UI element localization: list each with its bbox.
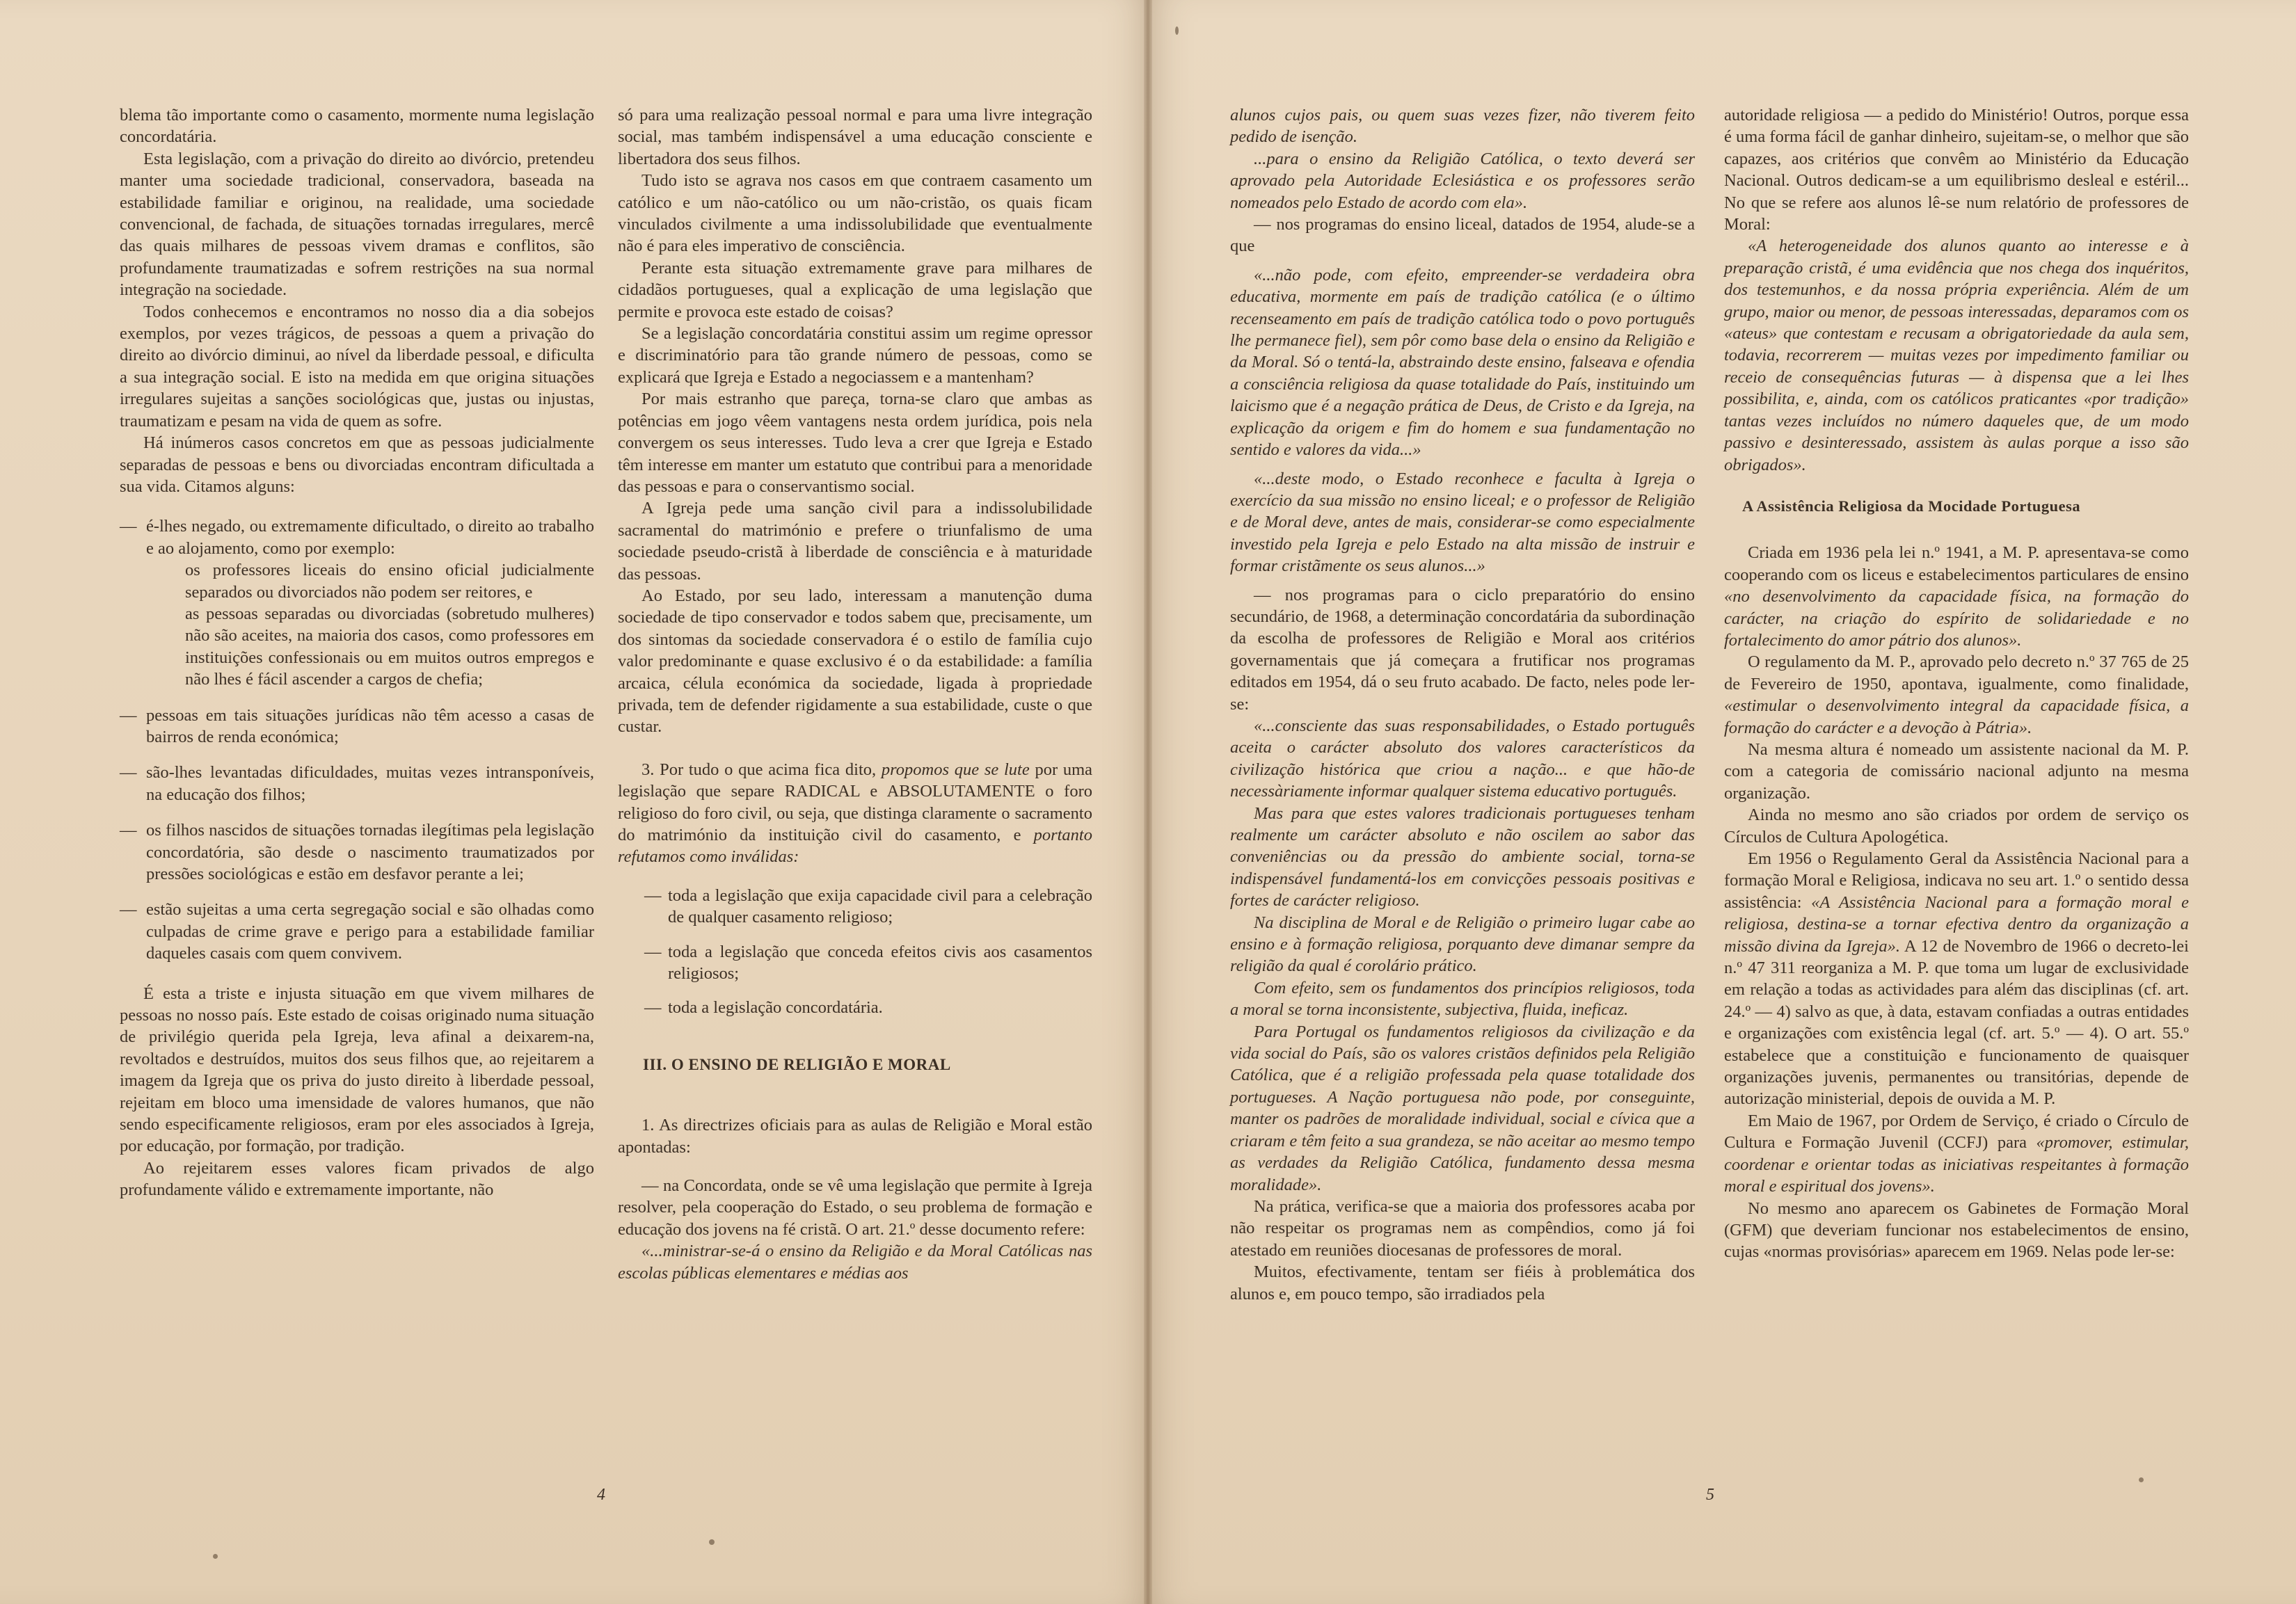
- left-page-column-1: [120, 104, 594, 1201]
- list-item-text: pessoas em tais situações jurídicas não têm acesso a casas de bairros de renda económica;: [146, 705, 594, 746]
- list-item-text: são-lhes levantadas dificuldades, muitas vezes intransponíveis, na educação dos filhos;: [146, 763, 594, 804]
- paragraph: Tudo isto se agrava nos casos em que contraem casamento um católico e um não-católico ou um não-cristão, os quais ficam vinculados civilmente a uma indissolubilidade que eventualmente não é para eles imperativo de consciência.: [618, 171, 1092, 256]
- list-item: [618, 1175, 1092, 1240]
- dash-bullet: —: [644, 942, 662, 961]
- list-item-text: toda a legislação concordatária.: [668, 998, 883, 1018]
- text-run: A 12 de Novembro de 1966 o decreto-lei n.º 47 311 reorganiza a M. P. que toma um lugar de exclusividade em relação a todas as actividades para além das disciplinas (cf. art. 24.º — 4) salvo as que, à data, estavam confiadas a outras entidades e organizações com existência legal (cf. art. 5.º — 4). O art. 55.º estabelece que a constituição e funcionamento de quaisquer organizações juvenis, permanentes ou transitórias, depende de autorização ministerial, depois de ouvida a M. P.: [1724, 936, 2189, 1109]
- quote: Mas para que estes valores tradicionais portugueses tenham realmente um carácter absoluto e não oscilem ao sabor das conveniências ou da pressão do ambiente social, torna-se indispensável fundamentá-los em convicções pessoais positivas e fortes de carácter religioso.: [1230, 803, 1695, 911]
- list-item: [120, 762, 594, 805]
- section-heading: III. O ENSINO DE RELIGIÃO E MORAL: [643, 1055, 951, 1073]
- text-run-italic: «no desenvolvimento da capacidade física, na formação do carácter, na criação do espírito de solidariedade e no fortalecimento do amor pátrio dos alunos».: [1724, 587, 2189, 650]
- text-run-italic: portanto refutamos como inválidas:: [618, 826, 1092, 867]
- quote: «...ministrar-se-á o ensino da Religião e da Moral Católicas nas escolas públicas elementares e médias aos: [618, 1242, 1092, 1283]
- list-item-text: nos programas do ensino liceal, datados de 1954, alude-se a que: [1230, 215, 1695, 256]
- sub-list-item: [164, 559, 594, 603]
- text-run-italic: «estimular o desenvolvimento integral da capacidade física, a formação do carácter e a devoção à Pátria».: [1724, 696, 2189, 737]
- text-run-italic: «A Assistência Nacional para a formação moral e religiosa, destina-se a tornar efectiva dentro da organização a missão divina da Igreja».: [1724, 892, 2190, 956]
- text-run-italic: propomos que se lute: [881, 760, 1030, 779]
- paragraph: só para uma realização pessoal normal e para uma livre integração social, mas também indispensável a uma educação consciente e libertadora dos seus filhos.: [618, 106, 1092, 168]
- paragraph: autoridade religiosa — a pedido do Ministério! Outros, porque essa é uma forma fácil de ganhar dinheiro, sujeitam-se, o melhor que são capazes, aos critérios que convêm ao Ministério da Educação Nacional. Outros dedicam-se a um equilibrismo desleal e estéril... No que se refere aos alunos lê-se num relatório de professores de Moral:: [1724, 106, 2189, 234]
- paragraph: Todos conhecemos e encontramos no nosso dia a dia sobejos exemplos, por vezes trágicos, de pessoas a quem a privação do direito ao divórcio diminui, ao nível da liberdade pessoal, e dificulta a sua integração social. E isto na medida em que origina situações irregulares sujeitas a sanções sociológicas que, justas ou injustas, traumatizam e pesam na vida de quem as sofre.: [120, 302, 594, 431]
- paragraph: blema tão importante como o casamento, mormente numa legislação concordatária.: [120, 106, 594, 147]
- section-heading: A Assistência Religiosa da Mocidade Portuguesa: [1742, 497, 2081, 515]
- paragraph: 1. As directrizes oficiais para as aulas de Religião e Moral estão apontadas:: [618, 1116, 1092, 1157]
- dash-bullet: —: [644, 885, 662, 905]
- list-item: [644, 941, 1092, 985]
- paragraph: [1724, 651, 2189, 739]
- list-item: [644, 997, 1092, 1018]
- paragraph: Há inúmeros casos concretos em que as pessoas judicialmente separadas de pessoas e bens ou divorciadas encontram dificultada a sua vida. Citamos alguns:: [120, 433, 594, 496]
- dash-bullet: —: [644, 998, 662, 1018]
- list-item: [120, 705, 594, 748]
- text-run: O regulamento da M. P., aprovado pelo decreto n.º 37 765 de 25 de Fevereiro de 1950, apontava, igualmente, como finalidade,: [1724, 652, 2189, 693]
- text-run-italic: «promover, estimular, coordenar e orientar todas as iniciativas respeitantes à formação moral e espiritual dos jovens».: [1724, 1133, 2189, 1196]
- text-run: Criada em 1936 pela lei n.º 1941, a M. P. apresentava-se como cooperando com os liceus e estabelecimentos particulares de ensino: [1724, 543, 2189, 584]
- list-item-text: é-lhes negado, ou extremamente dificultado, o direito ao trabalho e ao alojamento, como por exemplo:: [146, 517, 594, 558]
- quote: «...deste modo, o Estado reconhece e faculta à Igreja o exercício da sua missão no ensino liceal; e o professor de Religião e de Moral deve, antes de mais, considerar-se como especialmente investido pela Igreja e pelo Estado na alta missão de instruir e formar cristãmente os seus alunos...»: [1230, 469, 1695, 576]
- paragraph: Ao rejeitarem esses valores ficam privados de algo profundamente válido e extremamente importante, não: [120, 1158, 594, 1200]
- list-item: [120, 899, 594, 964]
- paragraph: Ao Estado, por seu lado, interessam a manutenção duma sociedade de tipo conservador e todos sabem que, precisamente, um dos sintomas da sociedade conservadora é o estilo de família cujo valor predominante e quase exclusivo é o da estabilidade: a família arcaica, célula económica da sociedade, ligada à propriedade privada, tem de defender rigidamente a sua estabilidade, custe o que custar.: [618, 586, 1092, 737]
- dash-bullet: —: [120, 705, 137, 725]
- page-number: 4: [597, 1486, 605, 1504]
- paragraph: Ainda no mesmo ano são criados por ordem de serviço os Círculos de Cultura Apologética.: [1724, 805, 2189, 847]
- dash-bullet: —: [641, 1176, 664, 1196]
- text-run: Em Maio de 1967, por Ordem de Serviço, é criado o Círculo de Cultura e Formação Juvenil (CCFJ) para: [1724, 1111, 2189, 1153]
- list-item-text: toda a legislação que exija capacidade civil para a celebração de qualquer casamento religioso;: [668, 885, 1092, 927]
- list-item: [120, 515, 594, 559]
- page-fold: [1144, 0, 1152, 1604]
- list-item: [644, 885, 1092, 929]
- dash-bullet: —: [120, 821, 137, 840]
- quote: «...consciente das suas responsabilidades, o Estado português aceita o carácter absoluto dos valores característicos da civilização histórica que criou a nação... e que hão-de necessàriamente informar qualquer sistema educativo português.: [1230, 716, 1695, 801]
- right-page-column-1: [1230, 104, 1695, 1305]
- quote: «A heterogeneidade dos alunos quanto ao interesse e à preparação cristã, é uma evidência que nos chega dos inquéritos, dos testemunhos, e da nossa própria experiência. Além de um grupo, maior ou menor, de pessoas interessadas, deparamos com os «ateus» que contestam e recusam a obrigatoriedade da aula sem, todavia, recorrerem — muitas vezes por impedimento familiar ou receio de consequências futuras — à dispensa que a lei lhes possibilita, e, ainda, com os católicos praticantes «por tradição» tantas vezes incluídos no número daqueles que, de um modo passivo e desinteressado, assistem às aulas porque a isso são obrigados».: [1724, 236, 2189, 474]
- list-item-text: estão sujeitas a uma certa segregação social e são olhadas como culpadas de crime grave e perigo para a estabilidade familiar daqueles casais com quem convivem.: [146, 900, 594, 963]
- right-page-column-2: [1724, 104, 2189, 1263]
- paragraph: Muitos, efectivamente, tentam ser fiéis à problemática dos alunos e, em pouco tempo, são irradiados pela: [1230, 1262, 1695, 1304]
- dash-bullet: —: [120, 900, 137, 920]
- paper-speck: [213, 1554, 218, 1559]
- paragraph: Na mesma altura é nomeado um assistente nacional da M. P. com a categoria de comissário nacional adjunto na mesma organização.: [1724, 739, 2189, 803]
- paragraph: Se a legislação concordatária constitui assim um regime opressor e discriminatório para tão grande número de pessoas, como se explicará que Igreja e Estado a negociassem e a mantenham?: [618, 324, 1092, 387]
- list-item: [120, 819, 594, 885]
- paragraph: No mesmo ano aparecem os Gabinetes de Formação Moral (GFM) que deveriam funcionar nos estabelecimentos de ensino, cujas «normas provisórias» aparecem em 1969. Nelas pode ler-se:: [1724, 1198, 2189, 1262]
- paragraph: [1724, 1110, 2189, 1198]
- quote: Com efeito, sem os fundamentos dos princípios religiosos, toda a moral se torna inconsistente, subjectiva, fluida, ineficaz.: [1230, 978, 1695, 1020]
- dash-bullet: —: [1254, 215, 1277, 234]
- list-item-text: toda a legislação que conceda efeitos civis aos casamentos religiosos;: [668, 942, 1092, 984]
- paragraph: Por mais estranho que pareça, torna-se claro que ambas as potências em jogo vêem vantagens nesta ordem jurídica, pois nela convergem os seus interesses. Tudo leva a crer que Igreja e Estado têm interesse em manter um estatuto que contribui para a menoridade das pessoas e para o conservantismo social.: [618, 390, 1092, 496]
- paragraph: Na prática, verifica-se que a maioria dos professores acaba por não respeitar os programas nem as compêndios, como já foi atestado em reuniões diocesanas de professores de moral.: [1230, 1196, 1695, 1260]
- text-run: Em 1956 o Regulamento Geral da Assistência Nacional para a formação Moral e Religiosa, indicava no seu art. 1.º o sentido dessa assistência:: [1724, 849, 2189, 912]
- list-item-text: nos programas para o ciclo preparatório do ensino secundário, de 1968, a determinação concordatária da subordinação da escolha de professores de Religião e Moral aos critérios governamentais que já começara a frutificar nos programas editados em 1954, dá o seu fruto acabado. De facto, neles pode ler-se:: [1230, 585, 1696, 714]
- list-item: [1230, 584, 1695, 715]
- quote: Na disciplina de Moral e de Religião o primeiro lugar cabe ao ensino e à formação religiosa, porquanto deve dimanar sempre da religião da qual é corolário prático.: [1230, 913, 1695, 976]
- paragraph-proposal: [618, 759, 1092, 868]
- paper-speck: [2139, 1477, 2144, 1482]
- paper-speck: [1175, 26, 1179, 35]
- quote: Para Portugal os fundamentos religiosos da civilização e da vida social do País, são os valores cristãos definidos pela Religião Católica, que é a religião professada pela quase totalidade dos portugueses. A Nação portuguesa não pode, por conseguinte, manter os padrões de moralidade individual, social e cívica que a criaram e têm feito a sua grandeza, se não aceitar ao mesmo tempo as verdades da Religião Católica, fundamento dessa mesma moralidade».: [1230, 1022, 1695, 1194]
- text-run: 3. Por tudo o que acima fica dito,: [641, 760, 882, 779]
- paragraph: É esta a triste e injusta situação em que vivem milhares de pessoas no nosso país. Este estado de coisas originado numa situação de privilégio querida pela Igreja, leva afinal a deixarem-na, revoltados e destruídos, muitos dos seus filhos que, ao rejeitarem a imagem da Igreja que os priva do justo direito à liberdade pessoal, rejeitam em bloco uma imensidade de valores humanos, que não sendo especificamente religiosos, eram por eles associados à Igreja, por educação, por formação, por tradição.: [120, 984, 594, 1156]
- list-item-text: na Concordata, onde se vê uma legislação que permite à Igreja resolver, pela cooperação do Estado, o seu problema de formação e educação dos jovens na fé cristã. O art. 21.º desse documento refere:: [618, 1176, 1092, 1239]
- page-number: 5: [1706, 1486, 1714, 1504]
- dash-bullet: —: [120, 517, 137, 536]
- quote: ...para o ensino da Religião Católica, o texto deverá ser aprovado pela Autoridade Eclesiástica e os professores serão nomeados pelo Estado de acordo com ela».: [1230, 149, 1695, 212]
- paragraph: [1724, 542, 2189, 651]
- paragraph: Esta legislação, com a privação do direito ao divórcio, pretendeu manter uma sociedade tradicional, conservadora, baseada na estabilidade familiar e originou, na realidade, uma sociedade convencional, de fachada, de situações tornadas irregulares, mercê das quais milhares de pessoas vivem dramas e conflitos, são profundamente traumatizadas e sofrem restrições na sua normal integração na sociedade.: [120, 149, 594, 300]
- quote: «...não pode, com efeito, empreender-se verdadeira obra educativa, mormente em país de tradição católica (e o último recenseamento em país de tradição católica todo o povo português lhe permanece fiel), sem pôr como base dela o ensino da Religião e da Moral. Só o tentá-la, abstraindo deste ensino, falseava e ofendia a consciência religiosa da quase totalidade do País, instituindo um laicismo que é a negação prática de Deus, de Cristo e da Igreja, na explicação da origem e fim do homem e sua fundamentação no sentido e valores da vida...»: [1230, 265, 1695, 460]
- sub-list-item: [164, 603, 594, 691]
- paragraph: Perante esta situação extremamente grave para milhares de cidadãos portugueses, qual a explicação de uma legislação que permite e provoca este estado de coisas?: [618, 258, 1092, 321]
- list-item: [1230, 214, 1695, 257]
- list-item-text: as pessoas separadas ou divorciadas (sobretudo mulheres) não são aceites, na maioria dos casos, como professores em instituições confessionais ou em muitos outros empregos e não lhes é fácil ascender a cargos de chefia;: [185, 604, 594, 689]
- paragraph: [1724, 848, 2189, 1110]
- dash-bullet: —: [120, 763, 137, 783]
- left-page-column-2: [618, 104, 1092, 1284]
- paragraph: A Igreja pede uma sanção civil para a indissolubilidade sacramental do matrimónio e prefere o triunfalismo de uma sociedade pseudo-cristã à liberdade de consciência e à maturidade das pessoas.: [618, 499, 1092, 584]
- list-item-text: os filhos nascidos de situações tornadas ilegítimas pela legislação concordatória, são desde o nascimento traumatizados por pressões sociológicas e estão em desfavor perante a lei;: [146, 821, 594, 883]
- quote: alunos cujos pais, ou quem suas vezes fizer, não tiverem feito pedido de isenção.: [1230, 106, 1695, 147]
- paper-speck: [709, 1539, 715, 1545]
- list-item-text: os professores liceais do ensino oficial judicialmente separados ou divorciados não podem ser reitores, e: [185, 561, 594, 602]
- dash-bullet: —: [1254, 585, 1285, 604]
- text-run: por uma legislação que separe RADICAL e ABSOLUTAMENTE o foro religioso do foro civil, ou seja, que distinga claramente o sacramento do matrimónio da instituição civil do casamento, e: [618, 760, 1093, 844]
